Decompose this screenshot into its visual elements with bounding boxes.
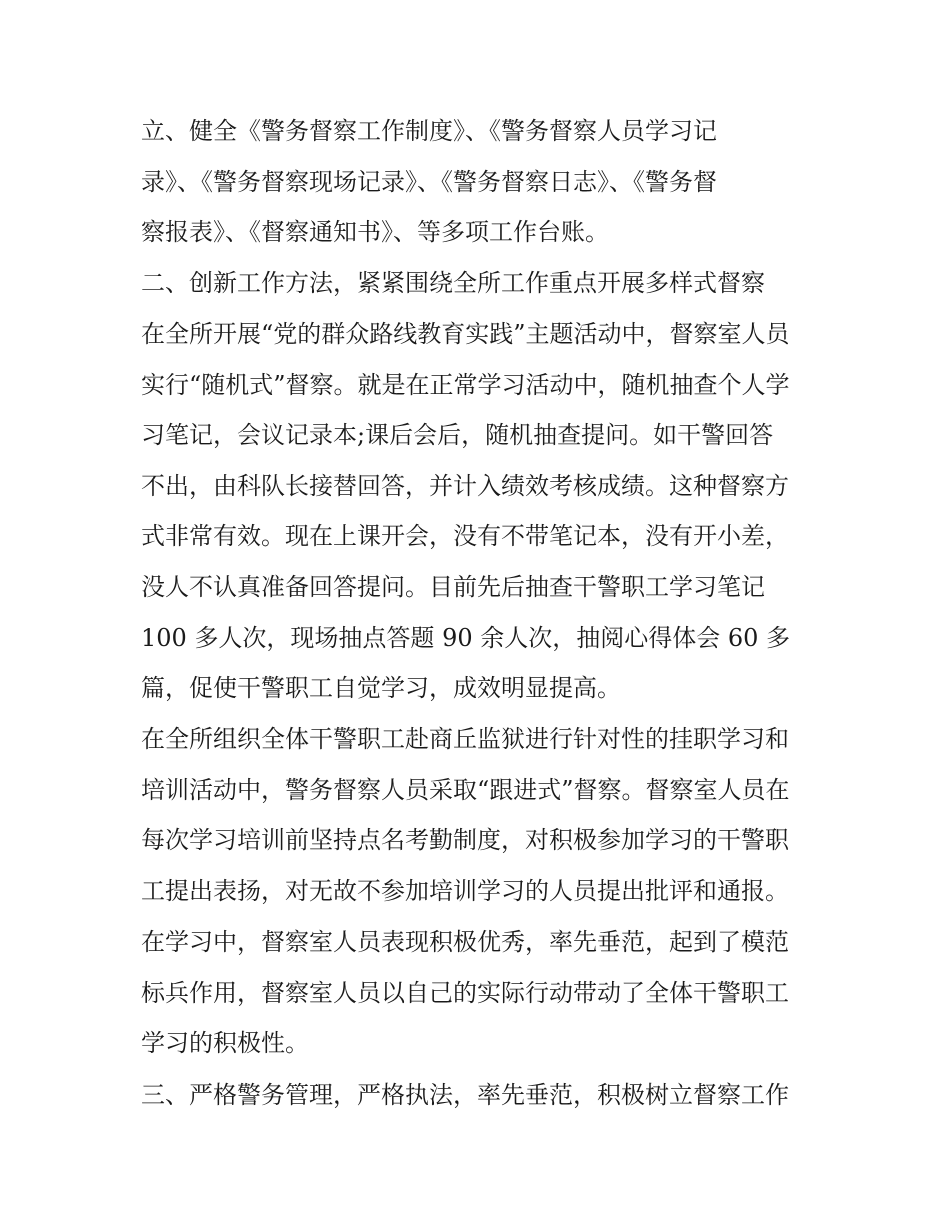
text-line: 篇，促使干警职工自觉学习，成效明显提高。 <box>141 674 621 702</box>
text-line: 工提出表扬，对无故不参加培训学习的人员提出批评和通报。 <box>141 877 789 905</box>
text-line: 式非常有效。现在上课开会，没有不带笔记本，没有开小差， <box>141 522 789 550</box>
text-line: 录》、《警务督察现场记录》、《警务督察日志》、《警务督 <box>141 168 717 196</box>
text-line: 在全所开展“党的群众路线教育实践”主题活动中，督察室人员 <box>141 320 790 348</box>
text-line: 在全所组织全体干警职工赴商丘监狱进行针对性的挂职学习和 <box>141 725 789 753</box>
text-line: 没人不认真准备回答提问。目前先后抽查干警职工学习笔记 <box>141 573 765 601</box>
text-line: 察报表》、《督察通知书》、等多项工作台账。 <box>141 218 609 246</box>
text-line: 不出，由科队长接替回答，并计入绩效考核成绩。这种督察方 <box>141 472 789 500</box>
text-line: 每次学习培训前坚持点名考勤制度，对积极参加学习的干警职 <box>141 826 789 854</box>
text-line: 标兵作用，督察室人员以自己的实际行动带动了全体干警职工 <box>141 979 789 1007</box>
text-line: 100 多人次，现场抽点答题 90 余人次，抽阅心得体会 60 多 <box>141 624 791 652</box>
text-line: 在学习中，督察室人员表现积极优秀，率先垂范，起到了模范 <box>141 928 789 956</box>
text-line: 习笔记，会议记录本;课后会后，随机抽查提问。如干警回答 <box>141 421 774 449</box>
text-line: 立、健全《警务督察工作制度》、《警务督察人员学习记 <box>141 117 717 145</box>
section-heading-3: 三、严格警务管理，严格执法，率先垂范，积极树立督察工作 <box>141 1081 789 1109</box>
section-heading-2: 二、创新工作方法，紧紧围绕全所工作重点开展多样式督察 <box>141 269 765 297</box>
text-line: 实行“随机式”督察。就是在正常学习活动中，随机抽查个人学 <box>141 371 790 399</box>
text-line: 学习的积极性。 <box>141 1029 309 1057</box>
text-line: 培训活动中，警务督察人员采取“跟进式”督察。督察室人员在 <box>141 776 790 804</box>
